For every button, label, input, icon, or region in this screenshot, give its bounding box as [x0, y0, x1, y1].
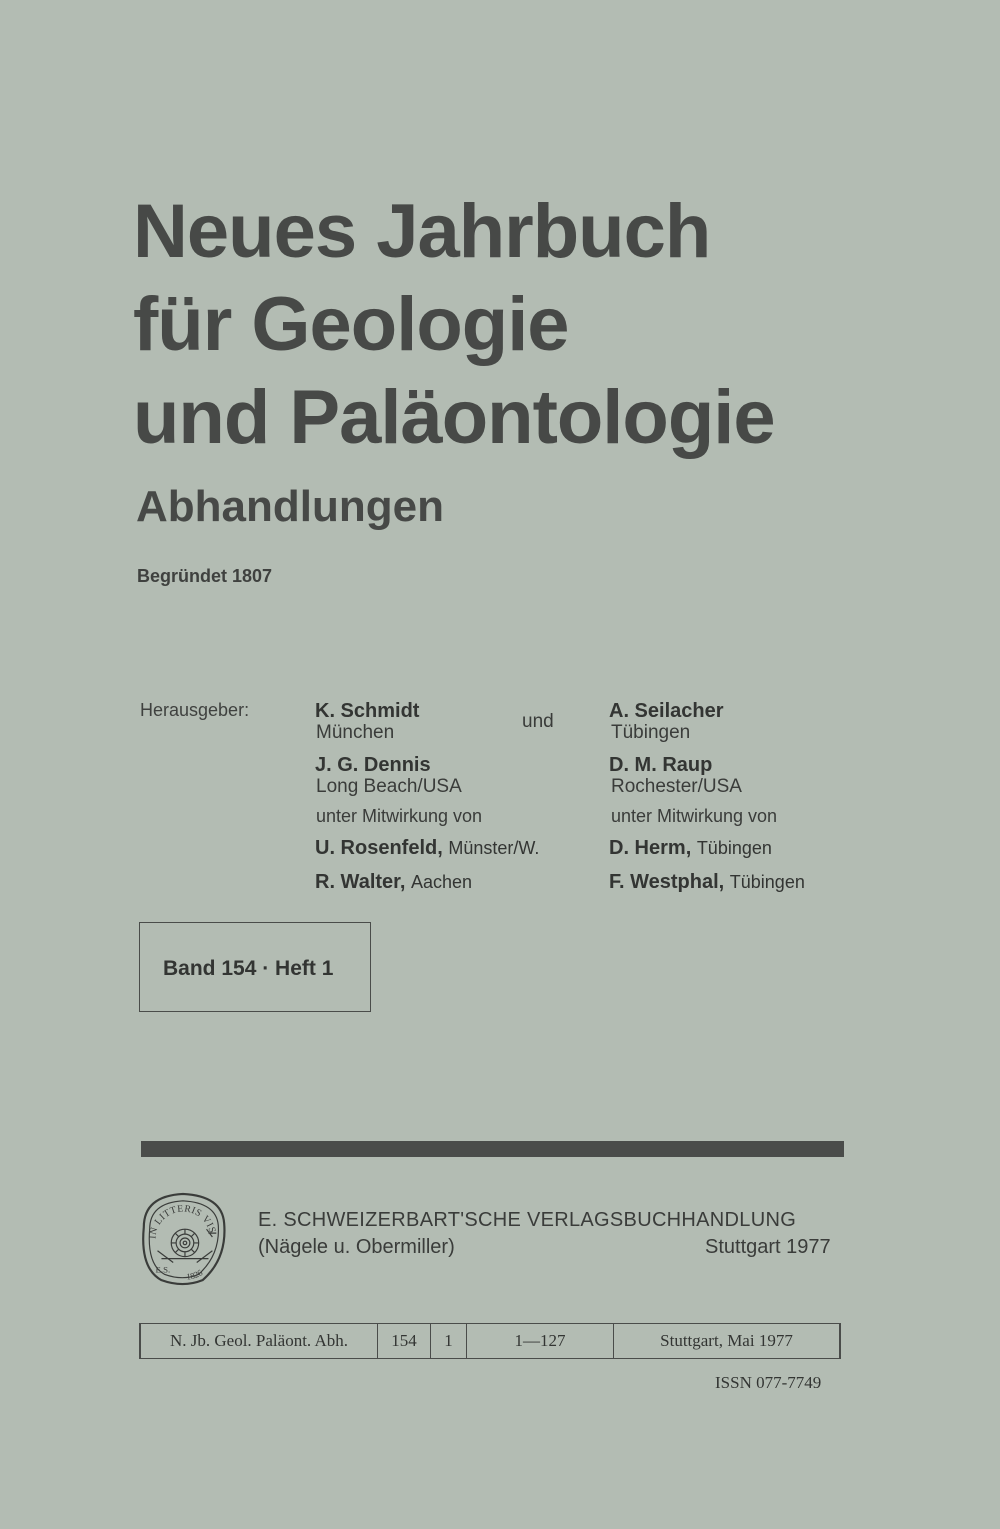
collaborator-place: Tübingen — [696, 838, 772, 858]
volume-issue: Band 154 · Heft 1 — [163, 957, 334, 980]
issn-number: ISSN 077-7749 — [715, 1373, 822, 1392]
svg-text:IN LITTERIS VIS: IN LITTERIS VIS — [147, 1203, 218, 1240]
editor-place: Rochester/USA — [611, 776, 742, 797]
editor-place: Tübingen — [611, 722, 691, 743]
collaborator-place: Münster/W. — [448, 838, 540, 858]
collaborator-name: D. Herm, — [609, 837, 692, 859]
editors-label: Herausgeber: — [140, 700, 250, 720]
collaborator-place: Aachen — [410, 872, 473, 892]
citation-volume: 154 — [378, 1324, 431, 1358]
title-line-2: für Geologie — [133, 282, 569, 367]
editor-name: D. M. Raup — [609, 754, 713, 776]
publisher-name: E. SCHWEIZERBART'SCHE VERLAGSBUCHHANDLUNG — [258, 1209, 797, 1231]
title-line-3: und Paläontologie — [133, 375, 775, 460]
svg-text:1826: 1826 — [185, 1267, 205, 1282]
publisher-location: Stuttgart 1977 — [705, 1236, 831, 1258]
collaboration-label: unter Mitwirkung von — [611, 806, 778, 826]
title-line-1: Neues Jahrbuch — [133, 189, 711, 274]
editor-name: K. Schmidt — [315, 700, 420, 722]
collaborator-place: Tübingen — [729, 872, 805, 892]
citation-strip — [139, 1323, 841, 1359]
collaboration-label: unter Mitwirkung von — [316, 806, 483, 826]
svg-text:E.S.: E.S. — [155, 1264, 171, 1275]
divider-bar — [141, 1141, 844, 1157]
editor-place: Long Beach/USA — [316, 776, 462, 797]
publisher-subtitle: (Nägele u. Obermiller) — [258, 1236, 455, 1258]
collaborator-name: U. Rosenfeld, — [315, 837, 443, 859]
editor-place: München — [316, 722, 395, 743]
collaborator-entry — [609, 871, 805, 894]
citation-journal: N. Jb. Geol. Paläont. Abh. — [141, 1324, 378, 1358]
collaborator-entry — [315, 837, 539, 860]
collaborator-entry — [315, 871, 472, 894]
publisher-seal-logo — [134, 1190, 232, 1288]
collaborator-name: R. Walter, — [315, 871, 406, 893]
collaborator-entry — [609, 837, 772, 860]
citation-pages: 1—127 — [467, 1324, 614, 1358]
editors-connector: und — [522, 711, 554, 732]
editor-name: A. Seilacher — [609, 700, 724, 722]
founded-note: Begründet 1807 — [137, 566, 273, 586]
subtitle: Abhandlungen — [136, 482, 444, 531]
editor-name: J. G. Dennis — [315, 754, 431, 776]
citation-issue: 1 — [431, 1324, 467, 1358]
citation-place-date: Stuttgart, Mai 1977 — [660, 1331, 793, 1350]
collaborator-name: F. Westphal, — [609, 871, 725, 893]
